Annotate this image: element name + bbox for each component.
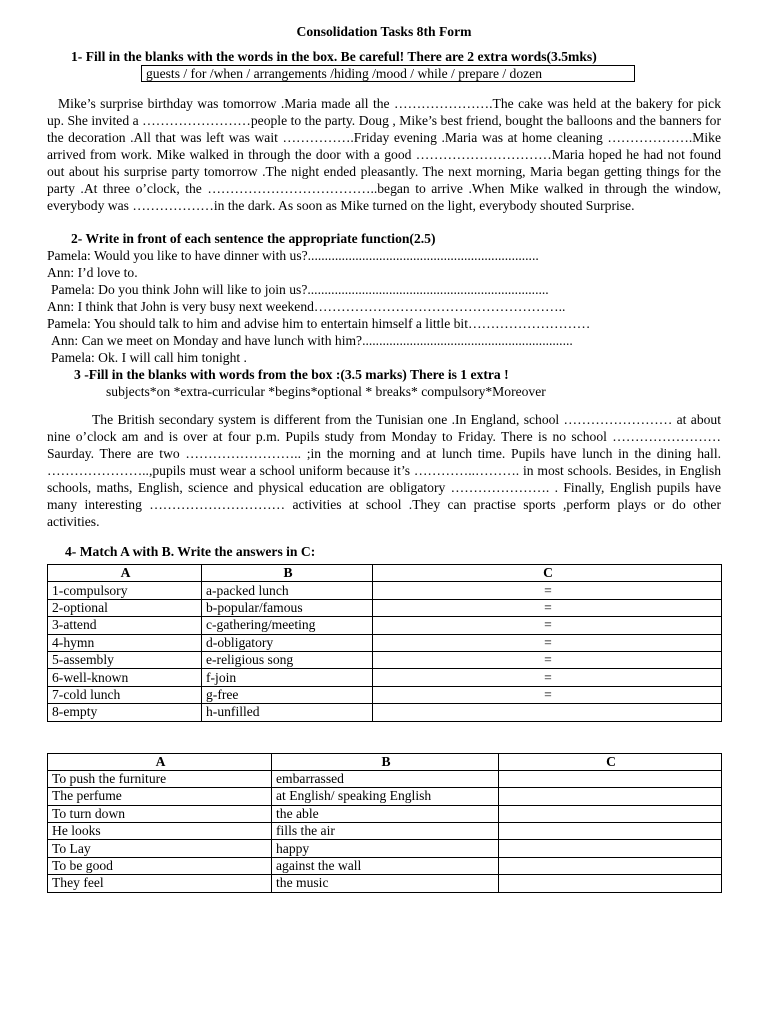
dialogue-line: Pamela: You should talk to him and advise him to entertain himself a little bit……………………… xyxy=(47,316,591,331)
column-header-c: C xyxy=(499,753,722,770)
table-cell-c[interactable]: = xyxy=(373,617,722,634)
table-cell-c[interactable] xyxy=(499,788,722,805)
match-table-2 xyxy=(47,753,722,893)
q1-heading: 1- Fill in the blanks with the words in the box. Be careful! There are 2 extra words(3.5mks) xyxy=(71,49,597,64)
table-cell-a: 1-compulsory xyxy=(48,582,202,599)
table-cell-c[interactable] xyxy=(499,805,722,822)
table-body xyxy=(48,582,722,721)
table-cell-a: 8-empty xyxy=(48,704,202,721)
column-header-c: C xyxy=(373,565,722,582)
table-row xyxy=(48,857,722,874)
table-cell-c[interactable] xyxy=(499,875,722,892)
table-cell-b: g-free xyxy=(202,686,373,703)
column-header-b: B xyxy=(272,753,499,770)
table-row xyxy=(48,805,722,822)
q2-dialogue xyxy=(47,247,721,366)
column-header-a: A xyxy=(48,753,272,770)
table-cell-a: 5-assembly xyxy=(48,651,202,668)
table-cell-b: happy xyxy=(272,840,499,857)
table-cell-b: against the wall xyxy=(272,857,499,874)
table-row xyxy=(48,669,722,686)
table-row xyxy=(48,840,722,857)
table-row xyxy=(48,599,722,616)
dialogue-line: Ann: Can we meet on Monday and have lunch with him?.............................................................. xyxy=(51,333,573,348)
table-cell-a: To be good xyxy=(48,857,272,874)
column-header-b: B xyxy=(202,565,373,582)
table-cell-b: fills the air xyxy=(272,823,499,840)
dialogue-line: Ann: I think that John is very busy next weekend……………………………………………….. xyxy=(47,299,566,314)
table-cell-a: They feel xyxy=(48,875,272,892)
table-cell-b: d-obligatory xyxy=(202,634,373,651)
column-header-a: A xyxy=(48,565,202,582)
table-row xyxy=(48,651,722,668)
table-cell-b: c-gathering/meeting xyxy=(202,617,373,634)
table-cell-a: 4-hymn xyxy=(48,634,202,651)
table-row xyxy=(48,875,722,892)
table-cell-c[interactable]: = xyxy=(373,669,722,686)
table-cell-b: the able xyxy=(272,805,499,822)
table-row xyxy=(48,788,722,805)
table-cell-b: b-popular/famous xyxy=(202,599,373,616)
table-cell-c[interactable]: = xyxy=(373,599,722,616)
table-cell-c[interactable] xyxy=(373,704,722,721)
table-cell-a: The perfume xyxy=(48,788,272,805)
q3-paragraph: The British secondary system is different from the Tunisian one .In England, school …………………… at about nine o’clock am and is over at four p.m. Pupils study from Monday to Friday. There is no school ……………………Saurday. There are two …………………….. ;in the morning and at lunch time. Pupils have lunch in the dining hall. …………………..,pupils must wear a school uniform because it’s …………..………. in most schools. Besides, in English schools, maths, English, science and physical education are obligatory …………………. . Finally, English pupils have many interesting ………………………… activities at school .They can practise sports ,perform plays or do other activities. xyxy=(47,412,721,529)
table-row xyxy=(48,617,722,634)
table-cell-b: the music xyxy=(272,875,499,892)
table-cell-b: h-unfilled xyxy=(202,704,373,721)
table-cell-b: e-religious song xyxy=(202,651,373,668)
table-cell-a: He looks xyxy=(48,823,272,840)
page-title: Consolidation Tasks 8th Form xyxy=(296,24,472,39)
table-cell-b: embarrassed xyxy=(272,770,499,787)
table-cell-c[interactable]: = xyxy=(373,651,722,668)
q4-heading: 4- Match A with B. Write the answers in C: xyxy=(65,544,316,559)
table-cell-a: To Lay xyxy=(48,840,272,857)
table-body xyxy=(48,770,722,892)
dialogue-line: Pamela: Would you like to have dinner with us?.................................................................... xyxy=(47,248,539,263)
table-cell-b: a-packed lunch xyxy=(202,582,373,599)
table-row xyxy=(48,634,722,651)
match-table-1 xyxy=(47,564,722,722)
table-cell-c[interactable] xyxy=(499,770,722,787)
dialogue-line: Pamela: Ok. I will call him tonight . xyxy=(51,350,247,365)
table-cell-c[interactable] xyxy=(499,840,722,857)
table-row xyxy=(48,582,722,599)
table-row xyxy=(48,686,722,703)
table-cell-a: 7-cold lunch xyxy=(48,686,202,703)
table-cell-c[interactable]: = xyxy=(373,634,722,651)
q2-heading: 2- Write in front of each sentence the appropriate function(2.5) xyxy=(71,231,436,246)
dialogue-line: Pamela: Do you think John will like to join us?....................................................................... xyxy=(51,282,549,297)
table-cell-c[interactable] xyxy=(499,823,722,840)
table-cell-c[interactable]: = xyxy=(373,582,722,599)
table-header-row xyxy=(48,753,722,770)
table-cell-b: at English/ speaking English xyxy=(272,788,499,805)
table-row xyxy=(48,704,722,721)
table-cell-a: 3-attend xyxy=(48,617,202,634)
table-row xyxy=(48,770,722,787)
q3-heading: 3 -Fill in the blanks with words from the box :(3.5 marks) There is 1 extra ! xyxy=(74,367,509,382)
table-cell-a: 2-optional xyxy=(48,599,202,616)
table-cell-b: f-join xyxy=(202,669,373,686)
table-row xyxy=(48,823,722,840)
q1-paragraph: Mike’s surprise birthday was tomorrow .Maria made all the ………………….The cake was held at the bakery for pick up. She invited a ……………………people to the party. Doug , Mike’s best friend, bought the balloons and the banners for the decoration .All that was left was wait …………….Friday evening .Maria was at home cleaning ……………….Mike arrived from work. Mike walked in through the door with a good …………………………Maria hoped he had not found out about his surprise party tomorrow .The night ended pleasantly. The next morning, Maria began getting things for the party .At three o’clock, the ………………………………..began to arrive .When Mike walked in through the window, everybody was ………………in the dark. As soon as Mike turned on the light, everybody shouted Surprise. xyxy=(47,96,721,213)
q3-word-list: subjects*on *extra-curricular *begins*optional * breaks* compulsory*Moreover xyxy=(106,384,546,399)
table-cell-a: To turn down xyxy=(48,805,272,822)
table-cell-a: 6-well-known xyxy=(48,669,202,686)
table-header-row xyxy=(48,565,722,582)
dialogue-line: Ann: I’d love to. xyxy=(47,265,138,280)
table-cell-c[interactable] xyxy=(499,857,722,874)
q1-word-box: guests / for /when / arrangements /hiding /mood / while / prepare / dozen xyxy=(141,65,635,82)
table-cell-c[interactable]: = xyxy=(373,686,722,703)
worksheet-page xyxy=(47,22,721,893)
table-cell-a: To push the furniture xyxy=(48,770,272,787)
